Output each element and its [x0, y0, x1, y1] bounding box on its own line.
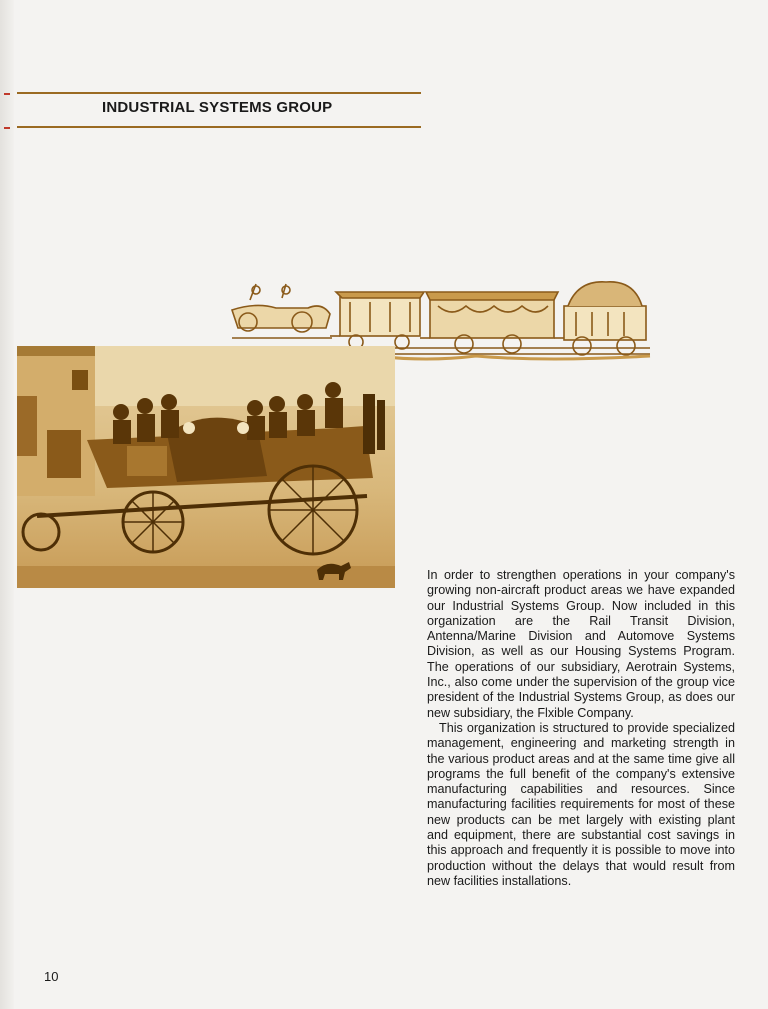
- header-rule-top: [17, 92, 421, 94]
- steam-carriage-illustration: [17, 346, 395, 588]
- page-binding-edge: [0, 0, 14, 1009]
- body-paragraph: In order to strengthen operations in your company's growing non-aircraft product areas we have expanded our Industrial Systems Group. Now included in this organization are the Rail Transit Division, Antenna/Marine Division and Automove Systems Division, as well as our Housing Systems Program. The operations of our subsidiary, Aerotrain Systems, Inc., also come under the supervision of the group vice president of the Industrial Systems Group, as does our new subsidiary, the Flxible Company.: [427, 568, 735, 720]
- body-text: [427, 568, 735, 889]
- body-paragraph: This organization is structured to provide specialized management, engineering and marketing strength in the various product areas and at the same time give all programs the full benefit of the company's extensive manufacturing capabilities and resources. Since manufacturing facilities requirements for most of these new products can be met largely with existing plant and equipment, there are substantial cost savings in this approach and frequently it is possible to move into production without the delays that would result from new facilities installations.: [427, 720, 735, 888]
- header-rule-bottom: [17, 126, 421, 128]
- binding-mark: [4, 127, 10, 129]
- section-title: INDUSTRIAL SYSTEMS GROUP: [102, 99, 333, 116]
- page-number: 10: [44, 969, 59, 984]
- binding-mark: [4, 93, 10, 95]
